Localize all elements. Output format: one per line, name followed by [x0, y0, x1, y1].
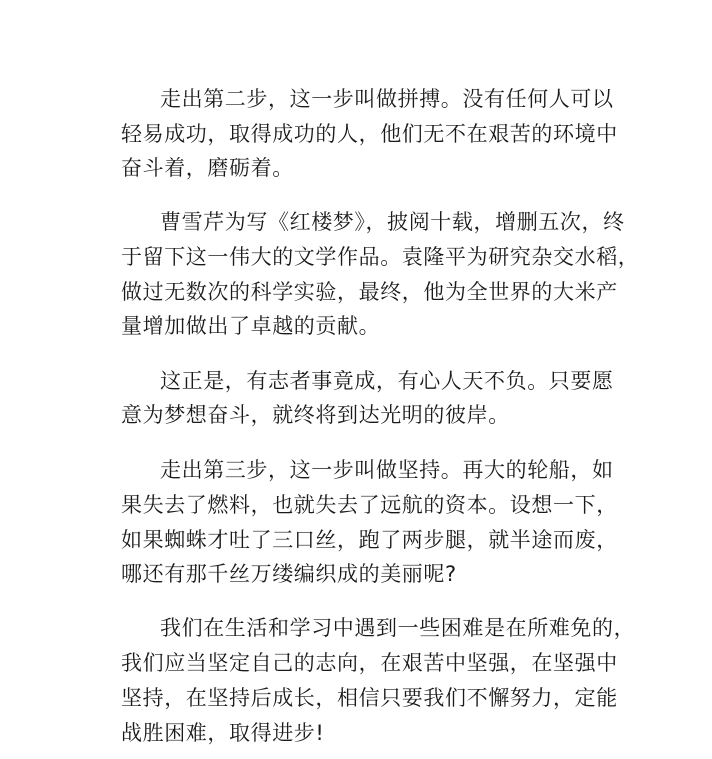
paragraph-4-line-4: 哪还有那千丝万缕编织成的美丽呢? — [121, 562, 457, 586]
paragraph-5-line-4: 战胜困难，取得进步! — [121, 721, 325, 745]
paragraph-4-line-3: 如果蜘蛛才吐了三口丝，跑了两步腿，就半途而废， — [121, 528, 618, 552]
paragraph-2-line-3: 做过无数次的科学实验，最终，他为全世界的大米产 — [121, 280, 618, 304]
paragraph-4-line-2: 果失去了燃料，也就失去了远航的资本。设想一下， — [121, 493, 618, 517]
paragraph-5-line-1: 我们在生活和学习中遇到一些困难是在所难免的， — [160, 616, 636, 640]
paragraph-5-line-2: 我们应当坚定自己的志向，在艰苦中坚强，在坚强中 — [121, 651, 618, 675]
paragraph-3-line-1: 这正是，有志者事竟成，有心人天不负。只要愿 — [160, 369, 614, 393]
paragraph-2-line-1: 曹雪芹为写《红楼梦》，披阅十载，增删五次，终 — [160, 210, 625, 234]
paragraph-2-line-4: 量增加做出了卓越的贡献。 — [121, 314, 381, 338]
paragraph-1-line-3: 奋斗着，磨砺着。 — [121, 156, 294, 180]
paragraph-2-line-2: 于留下这一伟大的文学作品。袁隆平为研究杂交水稻， — [121, 245, 640, 269]
paragraph-5-line-3: 坚持，在坚持后成长，相信只要我们不懈努力，定能 — [121, 686, 618, 710]
paragraph-3-line-2: 意为梦想奋斗，就终将到达光明的彼岸。 — [121, 403, 510, 427]
paragraph-1-line-1: 走出第二步，这一步叫做拼搏。没有任何人可以 — [160, 87, 614, 111]
paragraph-1-line-2: 轻易成功，取得成功的人，他们无不在艰苦的环境中 — [121, 122, 618, 146]
paragraph-4-line-1: 走出第三步，这一步叫做坚持。再大的轮船，如 — [160, 458, 614, 482]
